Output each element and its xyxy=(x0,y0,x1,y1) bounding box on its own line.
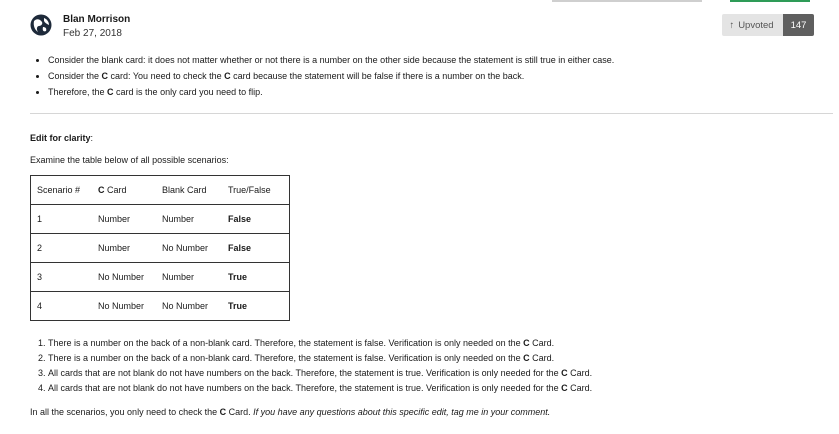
final-bold: C xyxy=(219,407,227,417)
bullet-text: card: You need to check the xyxy=(108,71,225,81)
table-cell: No Number xyxy=(162,301,209,311)
note-bold: C xyxy=(523,353,530,363)
note-tail: Card. xyxy=(529,338,555,348)
upvote-label: Upvoted xyxy=(738,19,774,31)
final-paragraph xyxy=(30,407,550,417)
header-blank-card: Blank Card xyxy=(162,185,207,195)
table-cell: No Number xyxy=(162,243,209,253)
table-header-row xyxy=(31,176,290,205)
table-cell: No Number xyxy=(98,301,145,311)
note-item xyxy=(48,351,828,366)
table-cell: 1 xyxy=(37,214,43,224)
bullet-bold: C xyxy=(101,71,109,81)
answer-bullets xyxy=(35,52,828,100)
bullet-text: Consider the blank card: it does not matter whether or not there is a number on the other side because the statement is still true in either case. xyxy=(48,55,615,65)
table-row xyxy=(31,234,290,263)
table-cell: 2 xyxy=(37,243,43,253)
bullet-bold: C xyxy=(107,87,114,97)
table-cell: 4 xyxy=(37,301,43,311)
arrow-up-icon: ↑ xyxy=(729,19,735,31)
note-item xyxy=(48,366,828,381)
table-cell: Number xyxy=(162,214,195,224)
table-cell: False xyxy=(228,243,252,253)
final-text: In all the scenarios, you only need to check the xyxy=(30,407,220,417)
header-card-text: Card xyxy=(104,185,127,195)
header-true-false: True/False xyxy=(228,185,271,195)
table-row xyxy=(31,263,290,292)
upvote-label-box[interactable] xyxy=(722,14,783,36)
final-italic: If you have any questions about this specific edit, tag me in your comment. xyxy=(253,407,551,417)
top-strip xyxy=(0,0,839,6)
table-cell: True xyxy=(228,301,248,311)
bullet-text: Therefore, the xyxy=(48,87,108,97)
table-cell: False xyxy=(228,214,252,224)
note-text: All cards that are not blank do not have numbers on the back. Therefore, the statement is true. Verification is only needed for the xyxy=(48,368,562,378)
section-divider xyxy=(30,113,833,114)
table-cell: No Number xyxy=(98,272,145,282)
bullet-bold: C xyxy=(224,71,231,81)
scenario-notes xyxy=(36,336,828,396)
table-cell: Number xyxy=(162,272,195,282)
table-cell: 3 xyxy=(37,272,43,282)
note-item xyxy=(48,336,828,351)
header-scenario: Scenario # xyxy=(37,185,81,195)
header-c-bold: C xyxy=(98,185,105,195)
table-row xyxy=(31,292,290,321)
upvote-count: 147 xyxy=(783,14,814,36)
note-tail: Card. xyxy=(529,353,555,363)
bullet-text: Consider the xyxy=(48,71,102,81)
note-text: There is a number on the back of a non-blank card. Therefore, the statement is false. Verification is only needed on the xyxy=(48,338,524,348)
top-input-edge xyxy=(552,0,702,2)
table-cell: True xyxy=(228,272,248,282)
top-button-edge xyxy=(730,0,810,2)
scenario-table xyxy=(30,175,290,321)
note-text: All cards that are not blank do not have numbers on the back. Therefore, the statement is true. Verification is only needed for the xyxy=(48,383,562,393)
final-text: Card. xyxy=(226,407,254,417)
upvote-button[interactable] xyxy=(722,14,814,36)
bullet-item xyxy=(48,52,828,68)
edit-heading-colon: : xyxy=(90,133,94,143)
header-c-card xyxy=(98,176,162,205)
note-bold: C xyxy=(561,368,568,378)
note-tail: Card. xyxy=(567,368,593,378)
note-tail: Card. xyxy=(567,383,593,393)
note-bold: C xyxy=(523,338,530,348)
edit-heading-text: Edit for clarity xyxy=(30,133,91,143)
globe-avatar-icon[interactable] xyxy=(30,14,52,36)
examine-text: Examine the table below of all possible scenarios: xyxy=(30,155,229,165)
bullet-text: card is the only card you need to flip. xyxy=(113,87,263,97)
note-item xyxy=(48,381,828,396)
note-bold: C xyxy=(561,383,568,393)
bullet-item xyxy=(48,84,828,100)
note-text: There is a number on the back of a non-blank card. Therefore, the statement is false. Verification is only needed on the xyxy=(48,353,524,363)
table-cell: Number xyxy=(98,243,131,253)
edit-heading xyxy=(30,133,93,143)
post-date: Feb 27, 2018 xyxy=(63,28,122,39)
bullet-text: card because the statement will be false if there is a number on the back. xyxy=(230,71,525,81)
table-cell: Number xyxy=(98,214,131,224)
table-row xyxy=(31,205,290,234)
bullet-item xyxy=(48,68,828,84)
author-name[interactable]: Blan Morrison xyxy=(63,14,131,25)
